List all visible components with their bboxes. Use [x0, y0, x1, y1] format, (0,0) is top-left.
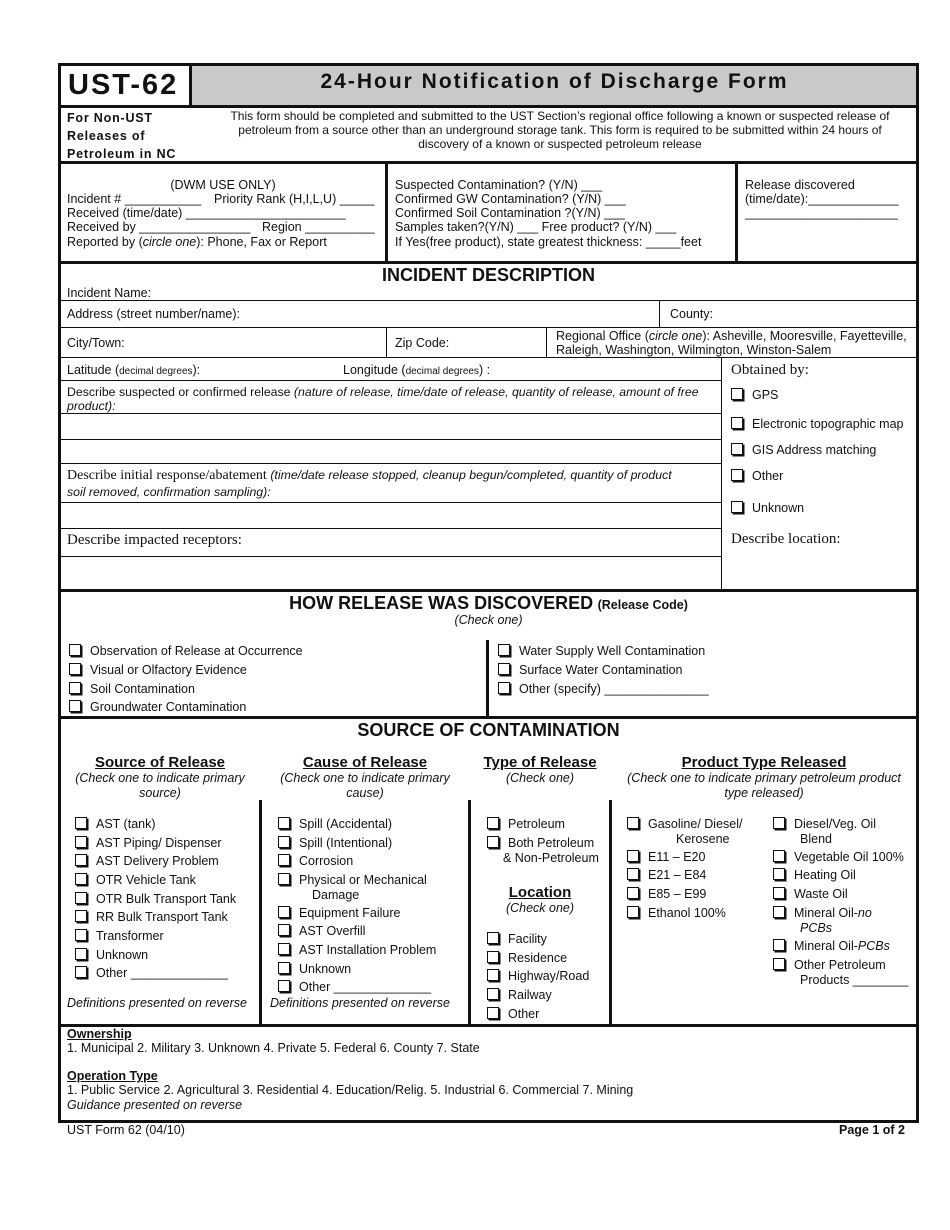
cause-of-release-sub: cause) [346, 786, 384, 800]
source-option[interactable]: AST (tank) [75, 817, 156, 832]
checkbox-icon[interactable] [75, 836, 87, 848]
checkbox-icon[interactable] [75, 873, 87, 885]
describe-release-line[interactable] [61, 439, 721, 440]
checkbox-icon[interactable] [75, 817, 87, 829]
checkbox-icon[interactable] [731, 443, 743, 455]
checkbox-icon[interactable] [278, 873, 290, 885]
longitude-field[interactable]: Longitude (decimal degrees) : [343, 363, 491, 377]
product-option-cont: Blend [800, 832, 832, 846]
product-option[interactable]: Waste Oil [773, 887, 848, 902]
ownership-options[interactable]: 1. Municipal 2. Military 3. Unknown 4. Private 5. Federal 6. County 7. State [67, 1041, 480, 1055]
describe-release-label: Describe suspected or confirmed release (nature of release, time/date of release, quantity of release, amount of free [67, 385, 699, 399]
location-option[interactable]: Other [487, 1007, 539, 1022]
incident-number-field[interactable]: Incident # ___________ [67, 192, 202, 206]
product-option[interactable]: Vegetable Oil 100% [773, 850, 904, 865]
checkbox-icon[interactable] [278, 943, 290, 955]
checkbox-icon[interactable] [75, 854, 87, 866]
checkbox-icon[interactable] [75, 948, 87, 960]
checkbox-icon[interactable] [773, 958, 785, 970]
regional-office-line2: Raleigh, Washington, Wilmington, Winston-Salem [556, 343, 832, 357]
source-option[interactable]: AST Piping/ Dispenser [75, 836, 222, 851]
checkbox-icon[interactable] [487, 932, 499, 944]
source-of-release-title: Source of Release [94, 754, 226, 771]
contamination-line[interactable]: If Yes(free product), state greatest thickness: _____feet [395, 235, 702, 249]
cause-definitions-note: Definitions presented on reverse [270, 996, 450, 1010]
checkbox-icon[interactable] [731, 388, 743, 400]
contamination-line[interactable]: Confirmed GW Contamination? (Y/N) ___ [395, 192, 626, 206]
checkbox-icon[interactable] [731, 417, 743, 429]
checkbox-icon[interactable] [773, 887, 785, 899]
product-type-sub: type released) [724, 786, 804, 800]
checkbox-icon[interactable] [69, 663, 81, 675]
form-code: UST-62 [68, 69, 179, 101]
location-sub: (Check one) [505, 901, 575, 915]
obtained-by-label: Obtained by: [731, 362, 809, 378]
impacted-receptors-line[interactable] [61, 556, 721, 557]
dwm-heading: (DWM USE ONLY) [170, 178, 276, 192]
release-discovered-label: Release discovered [745, 178, 855, 192]
cause-option[interactable]: AST Overfill [278, 924, 365, 939]
contamination-line[interactable]: Samples taken?(Y/N) ___ Free product? (Y/N) ___ [395, 220, 677, 234]
checkbox-icon[interactable] [75, 910, 87, 922]
latitude-field[interactable]: Latitude (decimal degrees): [67, 363, 201, 377]
cause-option[interactable]: Physical or Mechanical [278, 873, 427, 888]
cause-option[interactable]: Equipment Failure [278, 906, 400, 921]
checkbox-icon[interactable] [75, 966, 87, 978]
region-field[interactable]: Region __________ [262, 220, 375, 234]
city-field[interactable]: City/Town: [67, 336, 125, 350]
checkbox-icon[interactable] [278, 836, 290, 848]
ownership-title: Ownership [67, 1027, 132, 1041]
describe-response-label: Describe initial response/abatement (time/date release stopped, cleanup begun/completed, quantity of product [67, 468, 672, 483]
source-option[interactable]: Transformer [75, 929, 164, 944]
incident-name-field[interactable]: Incident Name: [67, 286, 152, 300]
source-of-release-sub: source) [139, 786, 181, 800]
product-option[interactable]: Mineral Oil-PCBs [773, 939, 890, 954]
type-option[interactable]: Petroleum [487, 817, 565, 832]
checkbox-icon[interactable] [773, 868, 785, 880]
product-option[interactable]: E11 – E20 [627, 850, 705, 865]
checkbox-icon[interactable] [487, 1007, 499, 1019]
discovered-option[interactable]: Water Supply Well Contamination [498, 644, 705, 659]
checkbox-icon[interactable] [627, 850, 639, 862]
checkbox-icon[interactable] [69, 682, 81, 694]
source-option[interactable]: Other ______________ [75, 966, 228, 981]
location-option[interactable]: Facility [487, 932, 547, 947]
checkbox-icon[interactable] [627, 887, 639, 899]
source-option[interactable]: RR Bulk Transport Tank [75, 910, 228, 925]
discovered-heading: HOW RELEASE WAS DISCOVERED (Release Code) [289, 593, 688, 613]
county-field[interactable]: County: [670, 307, 714, 321]
product-option[interactable]: Mineral Oil-no [773, 906, 872, 921]
page-number: Page 1 of 2 [839, 1123, 905, 1137]
received-by-field[interactable]: Received by ________________ [67, 220, 251, 234]
checkbox-icon[interactable] [731, 469, 743, 481]
checkbox-icon[interactable] [773, 817, 785, 829]
form-number: UST Form 62 (04/10) [67, 1123, 185, 1137]
checkbox-icon[interactable] [69, 644, 81, 656]
product-type-sub: (Check one to indicate primary petroleum product [627, 771, 901, 785]
cause-option-cont: Damage [312, 888, 360, 902]
describe-response-label-cont: soil removed, confirmation sampling): [67, 485, 271, 499]
location-title: Location [508, 884, 572, 901]
product-option-cont: Kerosene [676, 832, 730, 846]
product-option[interactable]: Gasoline/ Diesel/ [627, 817, 743, 832]
zip-field[interactable]: Zip Code: [395, 336, 450, 350]
source-option[interactable]: OTR Vehicle Tank [75, 873, 196, 888]
checkbox-icon[interactable] [278, 854, 290, 866]
product-option-cont: PCBs [800, 921, 832, 935]
contamination-line[interactable]: Suspected Contamination? (Y/N) ___ [395, 178, 603, 192]
describe-response-line[interactable] [61, 502, 721, 503]
cause-option[interactable]: Spill (Accidental) [278, 817, 392, 832]
cause-option[interactable]: AST Installation Problem [278, 943, 436, 958]
cause-of-release-sub: (Check one to indicate primary [280, 771, 450, 785]
type-option[interactable]: Both Petroleum [487, 836, 594, 851]
product-option[interactable]: Diesel/Veg. Oil [773, 817, 876, 832]
discovered-option[interactable]: Groundwater Contamination [69, 700, 246, 715]
describe-release-line[interactable] [61, 413, 721, 414]
operation-options[interactable]: 1. Public Service 2. Agricultural 3. Residential 4. Education/Relig. 5. Industrial 6. Commercial 7. Mining [67, 1083, 634, 1097]
product-option[interactable]: E85 – E99 [627, 887, 706, 902]
checkbox-icon[interactable] [627, 868, 639, 880]
obtained-unknown-checkbox[interactable]: Unknown [731, 501, 804, 516]
product-option[interactable]: Other Petroleum [773, 958, 886, 973]
checkbox-icon[interactable] [498, 682, 510, 694]
location-option[interactable]: Residence [487, 951, 567, 966]
discovered-option[interactable]: Other (specify) _______________ [498, 682, 709, 697]
type-option-cont: & Non-Petroleum [503, 851, 599, 865]
incident-heading: INCIDENT DESCRIPTION [381, 265, 595, 285]
operation-title: Operation Type [67, 1069, 158, 1083]
checkbox-icon[interactable] [487, 988, 499, 1000]
checkbox-icon[interactable] [627, 906, 639, 918]
obtained-other-checkbox[interactable]: Other [731, 469, 783, 484]
location-option[interactable]: Railway [487, 988, 552, 1003]
discovered-check-one: (Check one) [454, 613, 523, 627]
checkbox-icon[interactable] [69, 700, 81, 712]
product-type-title: Product Type Released [681, 754, 847, 771]
checkbox-icon[interactable] [773, 906, 785, 918]
type-of-release-title: Type of Release [483, 754, 597, 771]
describe-location-label: Describe location: [731, 531, 841, 547]
describe-release-label-cont: product): [67, 399, 116, 413]
subtitle-line: Releases of [67, 129, 146, 143]
checkbox-icon[interactable] [278, 906, 290, 918]
cause-of-release-title: Cause of Release [302, 754, 428, 771]
product-option-cont: Products ________ [800, 973, 909, 987]
regional-office-field[interactable]: Regional Office (circle one): Asheville, Mooresville, Fayetteville, [556, 329, 907, 343]
form-title: 24-Hour Notification of Discharge Form [320, 70, 789, 93]
cause-option[interactable]: Unknown [278, 962, 351, 977]
checkbox-icon[interactable] [773, 939, 785, 951]
release-discovered-field[interactable]: ______________________ [745, 206, 898, 220]
discovered-option[interactable]: Surface Water Contamination [498, 663, 683, 678]
checkbox-icon[interactable] [627, 817, 639, 829]
source-option[interactable]: Unknown [75, 948, 148, 963]
reported-by-field[interactable]: Reported by (circle one): Phone, Fax or Report [67, 235, 327, 249]
source-heading: SOURCE OF CONTAMINATION [357, 720, 620, 740]
operation-guidance: Guidance presented on reverse [67, 1098, 243, 1112]
checkbox-icon[interactable] [731, 501, 743, 513]
product-option[interactable]: E21 – E84 [627, 868, 706, 883]
checkbox-icon[interactable] [75, 929, 87, 941]
checkbox-icon[interactable] [498, 644, 510, 656]
obtained-gis-checkbox[interactable]: GIS Address matching [731, 443, 876, 458]
type-of-release-sub: (Check one) [505, 771, 575, 785]
cause-option[interactable]: Corrosion [278, 854, 353, 869]
checkbox-icon[interactable] [487, 817, 499, 829]
source-of-release-sub: (Check one to indicate primary [75, 771, 245, 785]
product-option[interactable]: Heating Oil [773, 868, 856, 883]
priority-rank-field[interactable]: Priority Rank (H,I,L,U) _____ [214, 192, 375, 206]
location-option[interactable]: Highway/Road [487, 969, 589, 984]
contamination-line[interactable]: Confirmed Soil Contamination ?(Y/N) ___ [395, 206, 625, 220]
source-definitions-note: Definitions presented on reverse [67, 996, 247, 1010]
impacted-receptors-label: Describe impacted receptors: [67, 532, 242, 548]
checkbox-icon[interactable] [773, 850, 785, 862]
discovered-option[interactable]: Visual or Olfactory Evidence [69, 663, 247, 678]
release-discovered-field[interactable]: (time/date):_____________ [745, 192, 899, 206]
checkbox-icon[interactable] [278, 924, 290, 936]
checkbox-icon[interactable] [278, 980, 290, 992]
received-time-field[interactable]: Received (time/date) _______________________ [67, 206, 346, 220]
cause-option[interactable]: Other ______________ [278, 980, 431, 995]
source-option[interactable]: AST Delivery Problem [75, 854, 219, 869]
source-option[interactable]: OTR Bulk Transport Tank [75, 892, 236, 907]
intro-line: petroleum from a source other than an underground storage tank. This form is required to be submitted within 24 hours of [238, 123, 882, 137]
checkbox-icon[interactable] [278, 962, 290, 974]
cause-option[interactable]: Spill (Intentional) [278, 836, 392, 851]
address-field[interactable]: Address (street number/name): [67, 307, 240, 321]
checkbox-icon[interactable] [487, 969, 499, 981]
intro-line: discovery of a known or suspected petroleum release [418, 137, 702, 151]
checkbox-icon[interactable] [75, 892, 87, 904]
checkbox-icon[interactable] [487, 836, 499, 848]
subtitle-line: For Non-UST [67, 111, 153, 125]
checkbox-icon[interactable] [498, 663, 510, 675]
discovered-option[interactable]: Soil Contamination [69, 682, 195, 697]
subtitle-line: Petroleum in NC [67, 147, 177, 161]
intro-line: This form should be completed and submitted to the UST Section’s regional office following a known or suspected release of [230, 109, 890, 123]
checkbox-icon[interactable] [487, 951, 499, 963]
obtained-topo-checkbox[interactable]: Electronic topographic map [731, 417, 903, 432]
product-option[interactable]: Ethanol 100% [627, 906, 726, 921]
discovered-option[interactable]: Observation of Release at Occurrence [69, 644, 303, 659]
obtained-gps-checkbox[interactable]: GPS [731, 388, 778, 403]
checkbox-icon[interactable] [278, 817, 290, 829]
